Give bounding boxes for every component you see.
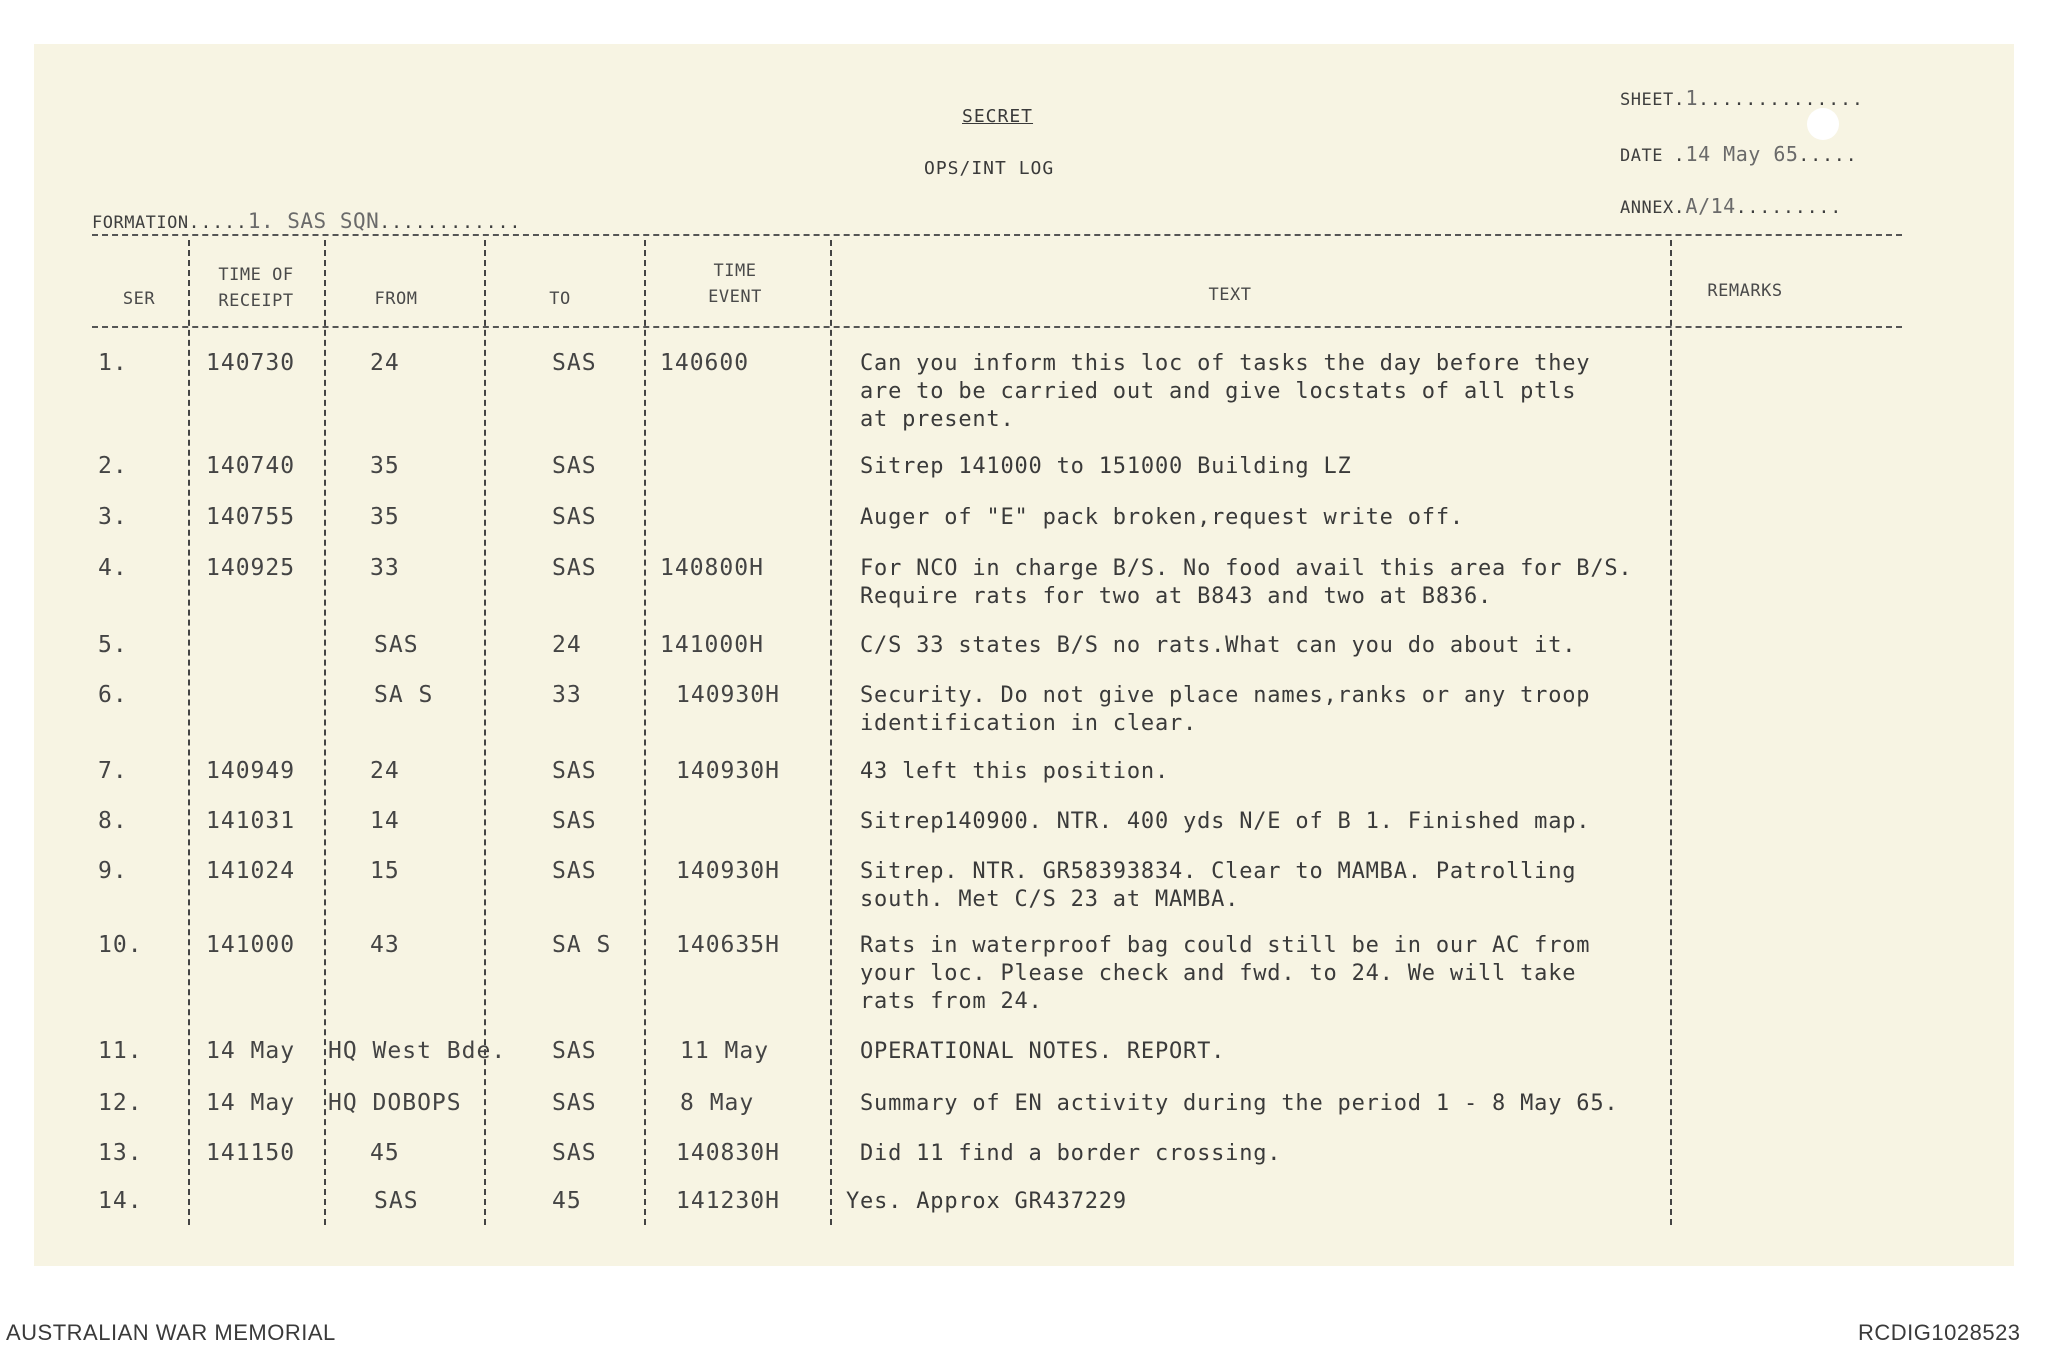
annex-label: ANNEX <box>1620 198 1674 218</box>
ser-cell: 13. <box>98 1140 143 1166</box>
ser-cell: 12. <box>98 1090 143 1116</box>
ser-cell: 1. <box>98 350 128 376</box>
to-cell: SAS <box>552 1140 597 1166</box>
header-bottom-rule <box>92 326 1902 328</box>
col-header-line: RECEIPT <box>218 291 294 311</box>
from-cell: SAS <box>374 632 419 658</box>
text-cell: Sitrep 141000 to 151000 Building LZ <box>860 454 1352 479</box>
classification-heading: SECRET <box>962 106 1034 127</box>
to-cell: SAS <box>552 350 597 376</box>
footer-archive-name: AUSTRALIAN WAR MEMORIAL <box>6 1320 336 1345</box>
time-receipt-cell: 141031 <box>206 808 296 834</box>
to-cell: SAS <box>552 758 597 784</box>
text-cell: 43 left this position. <box>860 759 1169 784</box>
text-cell: Summary of EN activity during the period 1 - 8 May 65. <box>860 1091 1619 1116</box>
ser-cell: 14. <box>98 1188 143 1214</box>
to-cell: SAS <box>552 1038 597 1064</box>
to-cell: SAS <box>552 453 597 479</box>
ser-cell: 4. <box>98 555 128 581</box>
ser-cell: 2. <box>98 453 128 479</box>
text-cell: Did 11 find a border crossing. <box>860 1141 1282 1166</box>
log-title: OPS/INT LOG <box>924 158 1055 179</box>
time-receipt-cell: 141024 <box>206 858 296 884</box>
text-cell: Sitrep. NTR. GR58393834. Clear to MAMBA. Patrolling south. Met C/S 23 at MAMBA. <box>860 859 1577 912</box>
from-cell: HQ DOBOPS <box>328 1090 462 1116</box>
formation-value: 1. SAS SQN <box>247 209 380 233</box>
col-header-time-event <box>660 258 810 310</box>
to-cell: SAS <box>552 504 597 530</box>
time-receipt-cell: 140755 <box>206 504 296 530</box>
col-header-line: TIME OF <box>218 265 294 285</box>
date-field: DATE .14 May 65..... <box>1620 142 1858 166</box>
column-divider <box>324 240 326 1225</box>
text-cell: OPERATIONAL NOTES. REPORT. <box>860 1039 1226 1064</box>
from-cell: 24 <box>370 350 400 376</box>
column-divider <box>188 240 190 1225</box>
column-divider <box>644 240 646 1225</box>
text-cell: Can you inform this loc of tasks the day before they are to be carried out and give locstats of all ptls at present. <box>860 351 1591 432</box>
text-cell: Sitrep140900. NTR. 400 yds N/E of B 1. Finished map. <box>860 809 1591 834</box>
col-header-line: EVENT <box>708 287 762 307</box>
ser-cell: 11. <box>98 1038 143 1064</box>
from-cell: 43 <box>370 932 400 958</box>
time-event-cell: 140930H <box>676 858 780 884</box>
text-cell: For NCO in charge B/S. No food avail this area for B/S. Require rats for two at B843 and two at B836. <box>860 556 1633 609</box>
time-event-cell: 140600 <box>660 350 750 376</box>
col-header-to: TO <box>549 289 571 309</box>
ser-cell: 5. <box>98 632 128 658</box>
col-header-remarks: REMARKS <box>1707 281 1783 301</box>
text-cell: Auger of "E" pack broken,request write off. <box>860 505 1464 530</box>
time-receipt-cell: 141000 <box>206 932 296 958</box>
to-cell: SAS <box>552 808 597 834</box>
time-event-cell: 140800H <box>660 555 764 581</box>
text-cell: Yes. Approx GR437229 <box>846 1189 1127 1214</box>
from-cell: HQ West Bde. <box>328 1038 507 1064</box>
column-divider <box>830 240 832 1225</box>
from-cell: 35 <box>370 504 400 530</box>
time-event-cell: 140830H <box>676 1140 780 1166</box>
from-cell: 45 <box>370 1140 400 1166</box>
ser-cell: 9. <box>98 858 128 884</box>
text-cell: C/S 33 states B/S no rats.What can you do about it. <box>860 633 1577 658</box>
time-receipt-cell: 140949 <box>206 758 296 784</box>
ser-cell: 8. <box>98 808 128 834</box>
col-header-time-of-receipt <box>196 262 316 314</box>
time-event-cell: 140930H <box>676 758 780 784</box>
time-receipt-cell: 140730 <box>206 350 296 376</box>
to-cell: SAS <box>552 1090 597 1116</box>
from-cell: 15 <box>370 858 400 884</box>
leader-dots: ............ <box>379 212 522 233</box>
annex-value: A/14 <box>1685 194 1736 218</box>
time-receipt-cell: 140925 <box>206 555 296 581</box>
to-cell: 33 <box>552 682 582 708</box>
footer-record-id: RCDIG1028523 <box>1858 1320 2021 1345</box>
to-cell: SAS <box>552 858 597 884</box>
from-cell: 35 <box>370 453 400 479</box>
to-cell: SAS <box>552 555 597 581</box>
time-receipt-cell: 140740 <box>206 453 296 479</box>
time-receipt-cell: 14 May <box>206 1090 296 1116</box>
table-top-rule <box>92 234 1902 236</box>
from-cell: 24 <box>370 758 400 784</box>
time-event-cell: 141230H <box>676 1188 780 1214</box>
leader-dots: ..... <box>188 212 248 233</box>
column-divider <box>1670 240 1672 1225</box>
from-cell: 33 <box>370 555 400 581</box>
to-cell: 24 <box>552 632 582 658</box>
sheet-value: 1 <box>1685 86 1699 110</box>
from-cell: 14 <box>370 808 400 834</box>
col-header-ser: SER <box>122 289 156 309</box>
time-receipt-cell: 141150 <box>206 1140 296 1166</box>
time-receipt-cell: 14 May <box>206 1038 296 1064</box>
ser-cell: 3. <box>98 504 128 530</box>
column-divider <box>484 240 486 1225</box>
time-event-cell: 140930H <box>676 682 780 708</box>
to-cell: 45 <box>552 1188 582 1214</box>
formation-field <box>92 209 521 233</box>
date-value: 14 May 65 <box>1685 142 1799 166</box>
ser-cell: 6. <box>98 682 128 708</box>
text-cell: Security. Do not give place names,ranks or any troop identification in clear. <box>860 683 1591 736</box>
col-header-text: TEXT <box>1208 285 1252 305</box>
text-cell: Rats in waterproof bag could still be in our AC from your loc. Please check and fwd. to 24. We will take rats from 24. <box>860 933 1591 1014</box>
sheet-label: SHEET <box>1620 90 1674 110</box>
formation-label: FORMATION <box>92 213 189 233</box>
punch-hole <box>1807 108 1839 140</box>
ser-cell: 10. <box>98 932 143 958</box>
time-event-cell: 11 May <box>680 1038 770 1064</box>
sheet-field: SHEET.1.............. <box>1620 86 1864 110</box>
annex-field: ANNEX.A/14......... <box>1620 194 1843 218</box>
time-event-cell: 140635H <box>676 932 780 958</box>
date-label: DATE <box>1620 146 1663 166</box>
col-header-line: TIME <box>713 261 757 281</box>
from-cell: SAS <box>374 1188 419 1214</box>
to-cell: SA S <box>552 932 612 958</box>
time-event-cell: 141000H <box>660 632 764 658</box>
time-event-cell: 8 May <box>680 1090 755 1116</box>
ser-cell: 7. <box>98 758 128 784</box>
from-cell: SA S <box>374 682 434 708</box>
col-header-from: FROM <box>374 289 418 309</box>
